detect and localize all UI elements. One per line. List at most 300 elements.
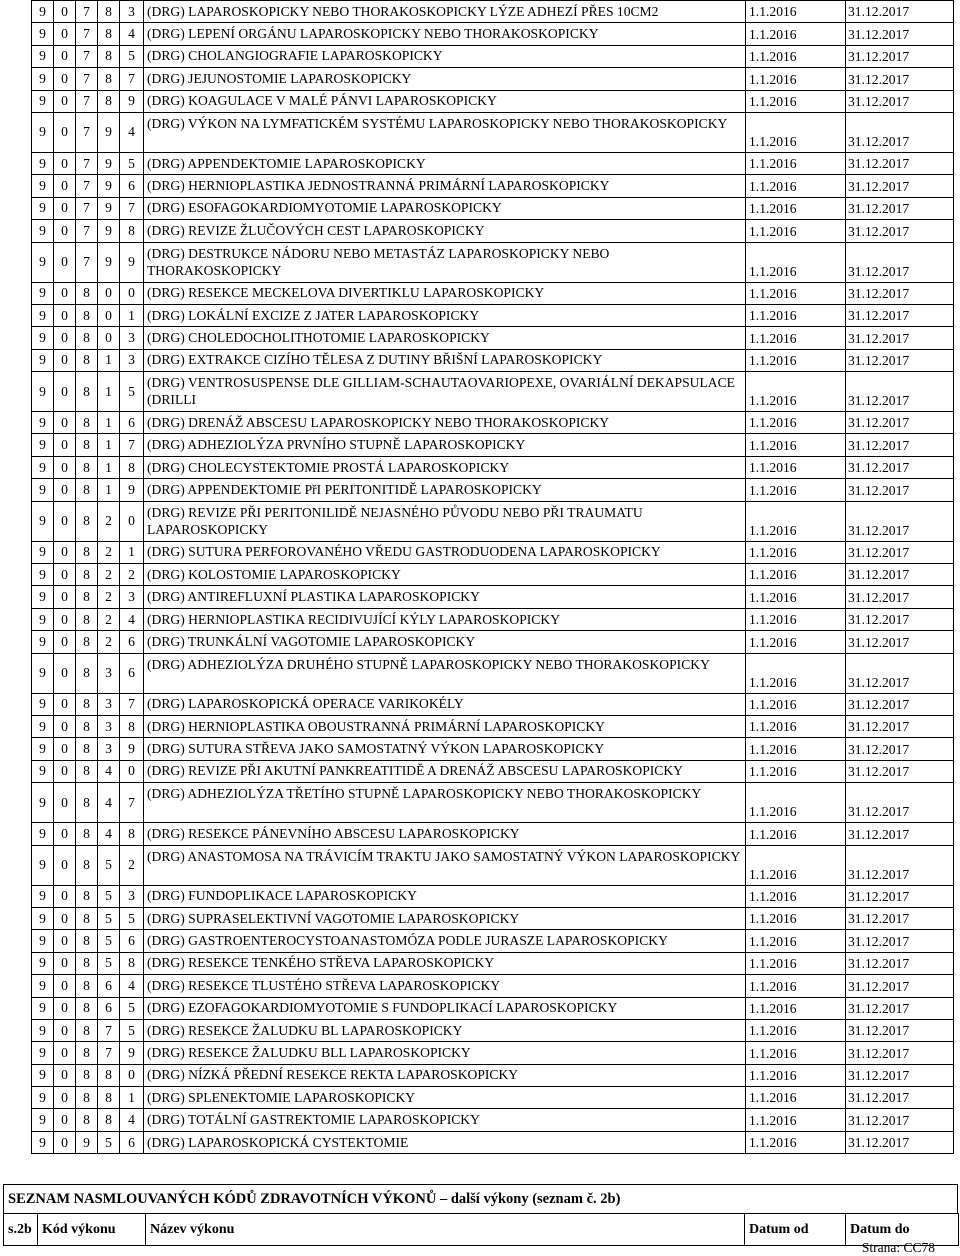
table-row — [32, 175, 954, 197]
code-digit: 7 — [76, 175, 98, 197]
code-digit: 8 — [76, 608, 98, 630]
code-digit: 8 — [76, 885, 98, 907]
code-digit: 8 — [76, 693, 98, 715]
procedure-name: (DRG) HERNIOPLASTIKA JEDNOSTRANNÁ PRIMÁRNÍ LAPAROSKOPICKY — [144, 175, 746, 197]
table-row — [32, 304, 954, 326]
code-digit: 0 — [54, 1131, 76, 1153]
table-row — [32, 220, 954, 242]
code-digit: 9 — [76, 1131, 98, 1153]
code-digit: 9 — [32, 282, 54, 304]
code-digit: 8 — [76, 282, 98, 304]
date-from: 1.1.2016 — [746, 1087, 846, 1109]
code-digit: 4 — [98, 783, 120, 823]
code-digit: 9 — [32, 693, 54, 715]
code-digit: 0 — [54, 907, 76, 929]
code-digit: 6 — [120, 631, 144, 653]
code-digit: 0 — [54, 112, 76, 152]
code-digit: 3 — [98, 715, 120, 737]
date-from: 1.1.2016 — [746, 372, 846, 412]
date-to: 31.12.2017 — [846, 653, 954, 693]
code-digit: 7 — [120, 693, 144, 715]
code-digit: 8 — [98, 23, 120, 45]
code-digit: 8 — [76, 823, 98, 845]
procedure-name: (DRG) HERNIOPLASTIKA RECIDIVUJÍCÍ KÝLY LAPAROSKOPICKY — [144, 608, 746, 630]
table-row — [32, 1064, 954, 1086]
code-digit: 1 — [98, 456, 120, 478]
code-digit: 9 — [32, 175, 54, 197]
code-digit: 8 — [120, 456, 144, 478]
code-digit: 9 — [98, 112, 120, 152]
code-digit: 6 — [120, 930, 144, 952]
table-row — [32, 152, 954, 174]
code-digit: 6 — [120, 1131, 144, 1153]
code-digit: 0 — [98, 304, 120, 326]
code-digit: 2 — [98, 586, 120, 608]
code-digit: 4 — [120, 112, 144, 152]
date-from: 1.1.2016 — [746, 45, 846, 67]
code-digit: 0 — [54, 760, 76, 782]
table-row — [32, 693, 954, 715]
procedure-name: (DRG) REVIZE PŘI PERITONILIDĚ NEJASNÉHO PŮVODU NEBO PŘI TRAUMATU LAPAROSKOPICKY — [144, 501, 746, 541]
code-digit: 2 — [120, 564, 144, 586]
date-to: 31.12.2017 — [846, 327, 954, 349]
code-digit: 6 — [120, 412, 144, 434]
code-digit: 7 — [76, 1, 98, 23]
code-digit: 9 — [32, 112, 54, 152]
code-digit: 1 — [98, 412, 120, 434]
code-digit: 3 — [120, 327, 144, 349]
date-from: 1.1.2016 — [746, 715, 846, 737]
code-digit: 0 — [54, 197, 76, 219]
code-digit: 0 — [120, 1064, 144, 1086]
date-to: 31.12.2017 — [846, 90, 954, 112]
code-digit: 9 — [32, 1019, 54, 1041]
code-digit: 0 — [54, 501, 76, 541]
date-from: 1.1.2016 — [746, 152, 846, 174]
table-row — [32, 631, 954, 653]
code-digit: 9 — [32, 1109, 54, 1131]
table-row — [32, 608, 954, 630]
code-digit: 8 — [76, 1064, 98, 1086]
date-to: 31.12.2017 — [846, 975, 954, 997]
code-digit: 9 — [32, 907, 54, 929]
code-digit: 9 — [32, 885, 54, 907]
code-digit: 8 — [98, 1087, 120, 1109]
code-digit: 0 — [54, 220, 76, 242]
code-digit: 3 — [98, 693, 120, 715]
date-from: 1.1.2016 — [746, 1, 846, 23]
table-row — [32, 845, 954, 885]
procedure-name: (DRG) CHOLANGIOGRAFIE LAPAROSKOPICKY — [144, 45, 746, 67]
procedure-name: (DRG) SUTURA STŘEVA JAKO SAMOSTATNÝ VÝKON LAPAROSKOPICKY — [144, 738, 746, 760]
date-from: 1.1.2016 — [746, 564, 846, 586]
table-row — [32, 90, 954, 112]
table-row — [32, 1019, 954, 1041]
code-digit: 0 — [54, 586, 76, 608]
code-digit: 8 — [120, 952, 144, 974]
table-row — [32, 1109, 954, 1131]
code-digit: 0 — [120, 282, 144, 304]
code-digit: 0 — [54, 715, 76, 737]
table-row — [32, 327, 954, 349]
code-digit: 8 — [76, 997, 98, 1019]
procedure-name: (DRG) ESOFAGOKARDIOMYOTOMIE LAPAROSKOPICKY — [144, 197, 746, 219]
table-row — [32, 760, 954, 782]
code-digit: 8 — [76, 975, 98, 997]
code-digit: 9 — [32, 1064, 54, 1086]
code-digit: 9 — [32, 738, 54, 760]
code-digit: 1 — [120, 1087, 144, 1109]
header-date-to: Datum do — [846, 1214, 959, 1246]
date-from: 1.1.2016 — [746, 282, 846, 304]
code-digit: 9 — [32, 631, 54, 653]
table-row — [32, 885, 954, 907]
code-digit: 9 — [32, 220, 54, 242]
procedure-codes-table — [31, 0, 954, 1154]
code-digit: 0 — [54, 90, 76, 112]
code-digit: 6 — [120, 175, 144, 197]
code-digit: 9 — [98, 152, 120, 174]
date-to: 31.12.2017 — [846, 372, 954, 412]
date-from: 1.1.2016 — [746, 608, 846, 630]
date-to: 31.12.2017 — [846, 112, 954, 152]
code-digit: 9 — [32, 23, 54, 45]
code-digit: 9 — [32, 608, 54, 630]
code-digit: 9 — [32, 997, 54, 1019]
code-digit: 9 — [32, 1042, 54, 1064]
header-row — [4, 1214, 959, 1246]
date-from: 1.1.2016 — [746, 23, 846, 45]
code-digit: 0 — [120, 501, 144, 541]
code-digit: 0 — [54, 304, 76, 326]
code-digit: 9 — [32, 823, 54, 845]
date-to: 31.12.2017 — [846, 564, 954, 586]
code-digit: 0 — [54, 479, 76, 501]
code-digit: 1 — [98, 479, 120, 501]
code-digit: 8 — [76, 631, 98, 653]
code-digit: 0 — [54, 952, 76, 974]
code-digit: 0 — [54, 434, 76, 456]
date-to: 31.12.2017 — [846, 349, 954, 371]
code-digit: 0 — [54, 823, 76, 845]
code-digit: 8 — [76, 372, 98, 412]
date-to: 31.12.2017 — [846, 68, 954, 90]
code-digit: 0 — [54, 845, 76, 885]
code-digit: 0 — [54, 1042, 76, 1064]
code-digit: 8 — [76, 304, 98, 326]
table-row — [32, 1042, 954, 1064]
code-digit: 5 — [98, 930, 120, 952]
date-from: 1.1.2016 — [746, 631, 846, 653]
code-digit: 8 — [76, 760, 98, 782]
code-digit: 9 — [32, 930, 54, 952]
code-digit: 4 — [98, 823, 120, 845]
date-from: 1.1.2016 — [746, 304, 846, 326]
date-from: 1.1.2016 — [746, 907, 846, 929]
code-digit: 8 — [76, 1019, 98, 1041]
procedure-codes-body — [32, 1, 954, 1154]
code-digit: 9 — [32, 456, 54, 478]
date-from: 1.1.2016 — [746, 653, 846, 693]
table-row — [32, 997, 954, 1019]
code-digit: 7 — [76, 197, 98, 219]
code-digit: 9 — [32, 479, 54, 501]
code-digit: 9 — [120, 1042, 144, 1064]
date-from: 1.1.2016 — [746, 1109, 846, 1131]
code-digit: 9 — [120, 479, 144, 501]
code-digit: 9 — [32, 1, 54, 23]
procedure-name: (DRG) LAPAROSKOPICKY NEBO THORAKOSKOPICKY LÝZE ADHEZÍ PŘES 10CM2 — [144, 1, 746, 23]
code-digit: 8 — [98, 1109, 120, 1131]
date-to: 31.12.2017 — [846, 1087, 954, 1109]
code-digit: 8 — [76, 327, 98, 349]
code-digit: 0 — [54, 372, 76, 412]
table-row — [32, 45, 954, 67]
procedure-name: (DRG) DRENÁŽ ABSCESU LAPAROSKOPICKY NEBO THORAKOSKOPICKY — [144, 412, 746, 434]
date-to: 31.12.2017 — [846, 175, 954, 197]
date-from: 1.1.2016 — [746, 220, 846, 242]
code-digit: 5 — [98, 885, 120, 907]
code-digit: 7 — [76, 23, 98, 45]
date-to: 31.12.2017 — [846, 715, 954, 737]
code-digit: 9 — [32, 952, 54, 974]
table-row — [32, 1131, 954, 1153]
date-to: 31.12.2017 — [846, 541, 954, 563]
date-to: 31.12.2017 — [846, 997, 954, 1019]
table-row — [32, 349, 954, 371]
list-title-main: SEZNAM NASMLOUVANÝCH KÓDŮ ZDRAVOTNÍCH VÝKONŮ — [8, 1191, 437, 1207]
code-digit: 7 — [76, 68, 98, 90]
code-digit: 0 — [54, 23, 76, 45]
code-digit: 7 — [98, 1019, 120, 1041]
code-digit: 7 — [76, 242, 98, 282]
code-digit: 3 — [120, 586, 144, 608]
code-digit: 5 — [120, 997, 144, 1019]
date-to: 31.12.2017 — [846, 693, 954, 715]
code-digit: 9 — [32, 653, 54, 693]
code-digit: 0 — [54, 997, 76, 1019]
code-digit: 7 — [76, 112, 98, 152]
date-to: 31.12.2017 — [846, 220, 954, 242]
date-from: 1.1.2016 — [746, 541, 846, 563]
table-row — [32, 242, 954, 282]
date-to: 31.12.2017 — [846, 304, 954, 326]
date-from: 1.1.2016 — [746, 456, 846, 478]
code-digit: 5 — [120, 45, 144, 67]
procedure-name: (DRG) CHOLECYSTEKTOMIE PROSTÁ LAPAROSKOPICKY — [144, 456, 746, 478]
code-digit: 9 — [32, 412, 54, 434]
code-digit: 6 — [98, 997, 120, 1019]
table-row — [32, 823, 954, 845]
date-from: 1.1.2016 — [746, 112, 846, 152]
code-digit: 7 — [76, 90, 98, 112]
code-digit: 8 — [76, 541, 98, 563]
procedure-name: (DRG) SUTURA PERFOROVANÉHO VŘEDU GASTRODUODENA LAPAROSKOPICKY — [144, 541, 746, 563]
code-digit: 4 — [120, 1109, 144, 1131]
code-digit: 8 — [76, 456, 98, 478]
table-row — [32, 1, 954, 23]
date-to: 31.12.2017 — [846, 1019, 954, 1041]
code-digit: 4 — [120, 23, 144, 45]
code-digit: 4 — [120, 975, 144, 997]
code-digit: 5 — [98, 907, 120, 929]
code-digit: 7 — [120, 434, 144, 456]
code-digit: 0 — [54, 45, 76, 67]
code-digit: 5 — [120, 152, 144, 174]
procedure-name: (DRG) RESEKCE MECKELOVA DIVERTIKLU LAPAROSKOPICKY — [144, 282, 746, 304]
date-from: 1.1.2016 — [746, 327, 846, 349]
procedure-name: (DRG) LEPENÍ ORGÁNU LAPAROSKOPICKY NEBO THORAKOSKOPICKY — [144, 23, 746, 45]
date-to: 31.12.2017 — [846, 456, 954, 478]
date-from: 1.1.2016 — [746, 197, 846, 219]
code-digit: 9 — [32, 586, 54, 608]
code-digit: 5 — [120, 907, 144, 929]
code-digit: 9 — [32, 501, 54, 541]
code-digit: 3 — [120, 885, 144, 907]
code-digit: 9 — [32, 541, 54, 563]
code-digit: 8 — [120, 220, 144, 242]
code-digit: 0 — [54, 242, 76, 282]
code-digit: 9 — [32, 564, 54, 586]
code-digit: 3 — [98, 653, 120, 693]
procedure-name: (DRG) LAPAROSKOPICKÁ CYSTEKTOMIE — [144, 1131, 746, 1153]
code-digit: 0 — [54, 885, 76, 907]
date-from: 1.1.2016 — [746, 952, 846, 974]
code-digit: 9 — [120, 738, 144, 760]
procedure-name: (DRG) VENTROSUSPENSE DLE GILLIAM-SCHAUTAOVARIOPEXE, OVARIÁLNÍ DEKAPSULACE (DRILLI — [144, 372, 746, 412]
code-digit: 9 — [32, 152, 54, 174]
date-from: 1.1.2016 — [746, 823, 846, 845]
code-digit: 8 — [76, 434, 98, 456]
procedure-name: (DRG) SUPRASELEKTIVNÍ VAGOTOMIE LAPAROSKOPICKY — [144, 907, 746, 929]
procedure-name: (DRG) TOTÁLNÍ GASTREKTOMIE LAPAROSKOPICKY — [144, 1109, 746, 1131]
code-digit: 8 — [76, 1042, 98, 1064]
date-from: 1.1.2016 — [746, 975, 846, 997]
date-to: 31.12.2017 — [846, 586, 954, 608]
table-row — [32, 479, 954, 501]
code-digit: 8 — [98, 45, 120, 67]
date-to: 31.12.2017 — [846, 434, 954, 456]
procedure-name: (DRG) VÝKON NA LYMFATICKÉM SYSTÉMU LAPAROSKOPICKY NEBO THORAKOSKOPICKY — [144, 112, 746, 152]
code-digit: 8 — [76, 715, 98, 737]
code-digit: 4 — [120, 608, 144, 630]
code-digit: 0 — [54, 564, 76, 586]
procedure-name: (DRG) CHOLEDOCHOLITHOTOMIE LAPAROSKOPICKY — [144, 327, 746, 349]
code-digit: 9 — [120, 242, 144, 282]
code-digit: 7 — [76, 45, 98, 67]
code-digit: 8 — [76, 586, 98, 608]
table-row — [32, 541, 954, 563]
code-digit: 7 — [98, 1042, 120, 1064]
table-row — [32, 68, 954, 90]
procedure-name: (DRG) HERNIOPLASTIKA OBOUSTRANNÁ PRIMÁRNÍ LAPAROSKOPICKY — [144, 715, 746, 737]
code-digit: 0 — [54, 693, 76, 715]
procedure-name: (DRG) EXTRAKCE CIZÍHO TĚLESA Z DUTINY BŘIŠNÍ LAPAROSKOPICKY — [144, 349, 746, 371]
code-digit: 9 — [32, 760, 54, 782]
date-to: 31.12.2017 — [846, 907, 954, 929]
code-digit: 8 — [120, 715, 144, 737]
date-to: 31.12.2017 — [846, 23, 954, 45]
code-digit: 0 — [98, 282, 120, 304]
procedure-name: (DRG) RESEKCE ŽALUDKU BL LAPAROSKOPICKY — [144, 1019, 746, 1041]
code-digit: 8 — [98, 1064, 120, 1086]
code-digit: 1 — [120, 304, 144, 326]
date-to: 31.12.2017 — [846, 885, 954, 907]
procedure-name: (DRG) JEJUNOSTOMIE LAPAROSKOPICKY — [144, 68, 746, 90]
list-title — [3, 1184, 958, 1214]
date-to: 31.12.2017 — [846, 783, 954, 823]
table-row — [32, 564, 954, 586]
code-digit: 0 — [54, 349, 76, 371]
procedure-name: (DRG) FUNDOPLIKACE LAPAROSKOPICKY — [144, 885, 746, 907]
code-digit: 9 — [32, 242, 54, 282]
date-to: 31.12.2017 — [846, 242, 954, 282]
code-digit: 8 — [76, 1109, 98, 1131]
code-digit: 9 — [32, 327, 54, 349]
code-digit: 0 — [54, 152, 76, 174]
code-digit: 9 — [32, 372, 54, 412]
date-from: 1.1.2016 — [746, 693, 846, 715]
procedure-name: (DRG) APPENDEKTOMIE PřI PERITONITIDĚ LAPAROSKOPICKY — [144, 479, 746, 501]
header-date-from: Datum od — [745, 1214, 846, 1246]
date-from: 1.1.2016 — [746, 997, 846, 1019]
code-digit: 7 — [76, 152, 98, 174]
date-from: 1.1.2016 — [746, 738, 846, 760]
code-digit: 8 — [76, 349, 98, 371]
date-to: 31.12.2017 — [846, 479, 954, 501]
date-from: 1.1.2016 — [746, 586, 846, 608]
procedure-name: (DRG) REVIZE ŽLUČOVÝCH CEST LAPAROSKOPICKY — [144, 220, 746, 242]
code-digit: 9 — [32, 349, 54, 371]
code-digit: 9 — [98, 242, 120, 282]
date-from: 1.1.2016 — [746, 242, 846, 282]
table-row — [32, 653, 954, 693]
header-code: Kód výkonu — [38, 1214, 146, 1246]
code-digit: 0 — [54, 1, 76, 23]
date-to: 31.12.2017 — [846, 45, 954, 67]
date-from: 1.1.2016 — [746, 501, 846, 541]
code-digit: 9 — [98, 197, 120, 219]
code-digit: 3 — [120, 349, 144, 371]
code-digit: 7 — [120, 197, 144, 219]
code-digit: 9 — [32, 45, 54, 67]
date-from: 1.1.2016 — [746, 783, 846, 823]
table-row — [32, 434, 954, 456]
code-digit: 9 — [32, 1131, 54, 1153]
header-name: Název výkonu — [146, 1214, 745, 1246]
date-from: 1.1.2016 — [746, 760, 846, 782]
table-row — [32, 23, 954, 45]
procedure-name: (DRG) ADHEZIOLÝZA DRUHÉHO STUPNĚ LAPAROSKOPICKY NEBO THORAKOSKOPICKY — [144, 653, 746, 693]
table-row — [32, 501, 954, 541]
date-from: 1.1.2016 — [746, 930, 846, 952]
code-digit: 9 — [98, 220, 120, 242]
code-digit: 8 — [76, 501, 98, 541]
code-digit: 1 — [98, 349, 120, 371]
code-digit: 5 — [98, 845, 120, 885]
procedure-name: (DRG) ADHEZIOLÝZA TŘETÍHO STUPNĚ LAPAROSKOPICKY NEBO THORAKOSKOPICKY — [144, 783, 746, 823]
code-digit: 0 — [98, 327, 120, 349]
procedure-name: (DRG) NÍZKÁ PŘEDNÍ RESEKCE REKTA LAPAROSKOPICKY — [144, 1064, 746, 1086]
procedure-name: (DRG) SPLENEKTOMIE LAPAROSKOPICKY — [144, 1087, 746, 1109]
procedure-name: (DRG) KOLOSTOMIE LAPAROSKOPICKY — [144, 564, 746, 586]
code-digit: 8 — [76, 907, 98, 929]
table-row — [32, 372, 954, 412]
code-digit: 0 — [54, 975, 76, 997]
procedure-name: (DRG) ANTIREFLUXNÍ PLASTIKA LAPAROSKOPICKY — [144, 586, 746, 608]
code-digit: 8 — [76, 930, 98, 952]
code-digit: 0 — [54, 327, 76, 349]
